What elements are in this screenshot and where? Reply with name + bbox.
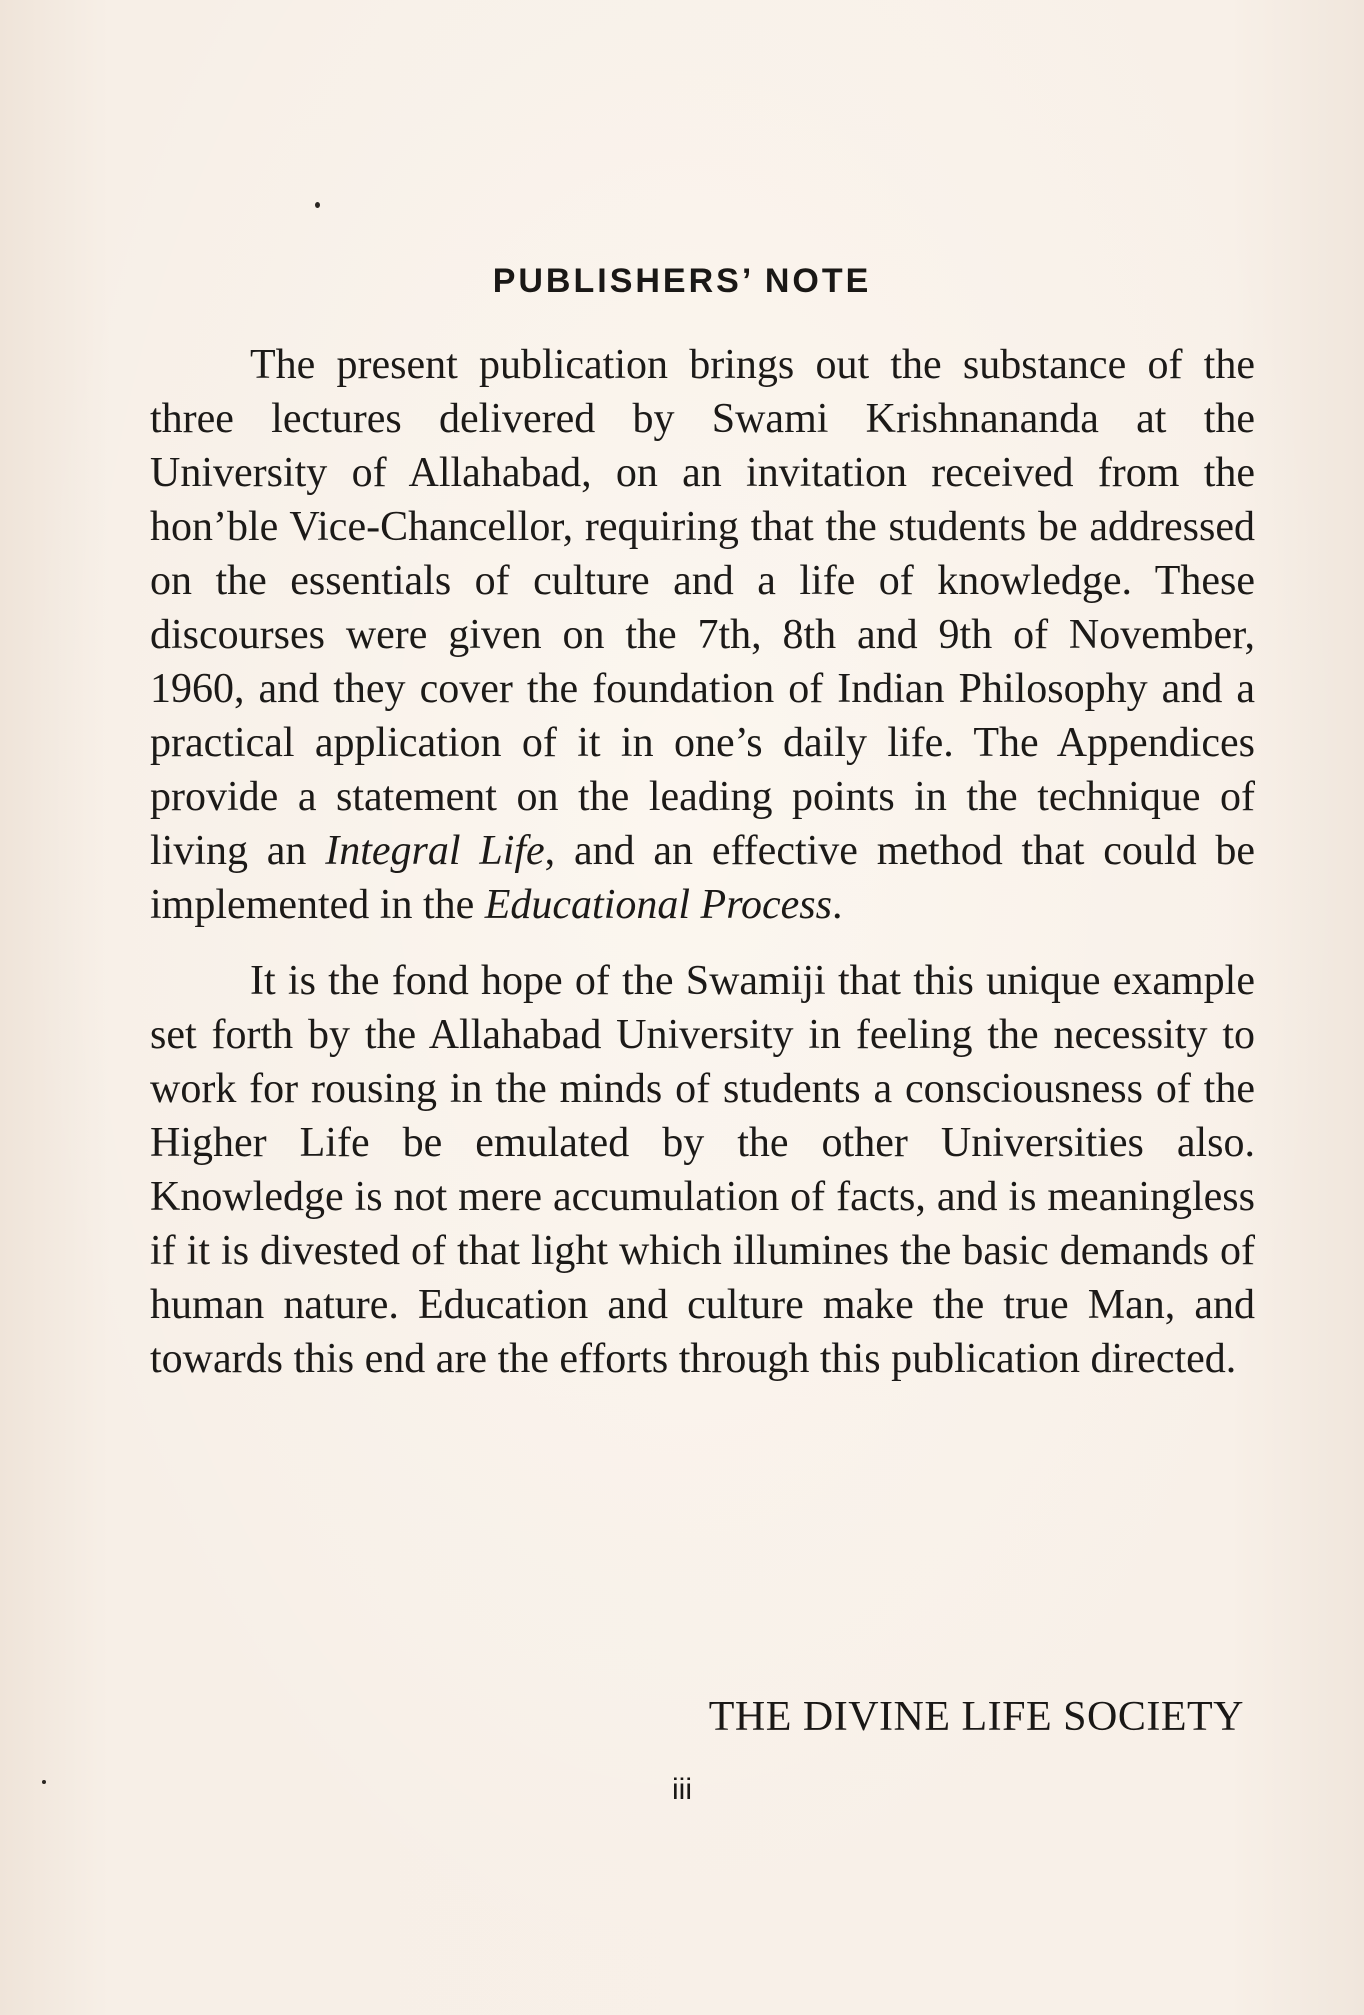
text-segment: . — [831, 882, 843, 928]
page-title: PUBLISHERS’ NOTE — [492, 262, 872, 300]
italic-text-segment: Educational Process — [484, 882, 832, 928]
italic-text-segment: Integral Life — [325, 828, 545, 874]
text-segment: It is the fond hope of the Swamiji that this unique example set forth by the Allahabad University in feeling the necessity to work for rousing in the minds of students a consciousness of the Higher Life be emulated by the other Universities also. Knowledge is not mere accumulation of facts, and is meaningless if it is divested of that light which illumines the basic demands of human nature. Education and culture make the true Man, and towards this end are the efforts through this publication directed. — [150, 958, 1255, 1382]
note-body — [150, 338, 1255, 1386]
note-paragraph-1 — [150, 338, 1255, 932]
ink-speck — [315, 202, 320, 208]
note-paragraph-2 — [150, 954, 1255, 1386]
page-number: iii — [672, 1773, 692, 1806]
text-segment: , and an effective method that could be implemented in the — [150, 828, 1255, 928]
text-segment: The present publication brings out the substance of the three lectures delivered by Swami Krishnananda at the University of Allahabad, on an invitation received from the hon’ble Vice-Chancellor, requiring that the students be addressed on the essentials of culture and a life of knowledge. These discourses were given on the 7th, 8th and 9th of November, 1960, and they cover the foundation of Indian Philosophy and a practical application of it in one’s daily life. The Appendices provide a statement on the leading points in the technique of living an — [150, 342, 1255, 874]
signature: THE DIVINE LIFE SOCIETY — [708, 1694, 1244, 1740]
